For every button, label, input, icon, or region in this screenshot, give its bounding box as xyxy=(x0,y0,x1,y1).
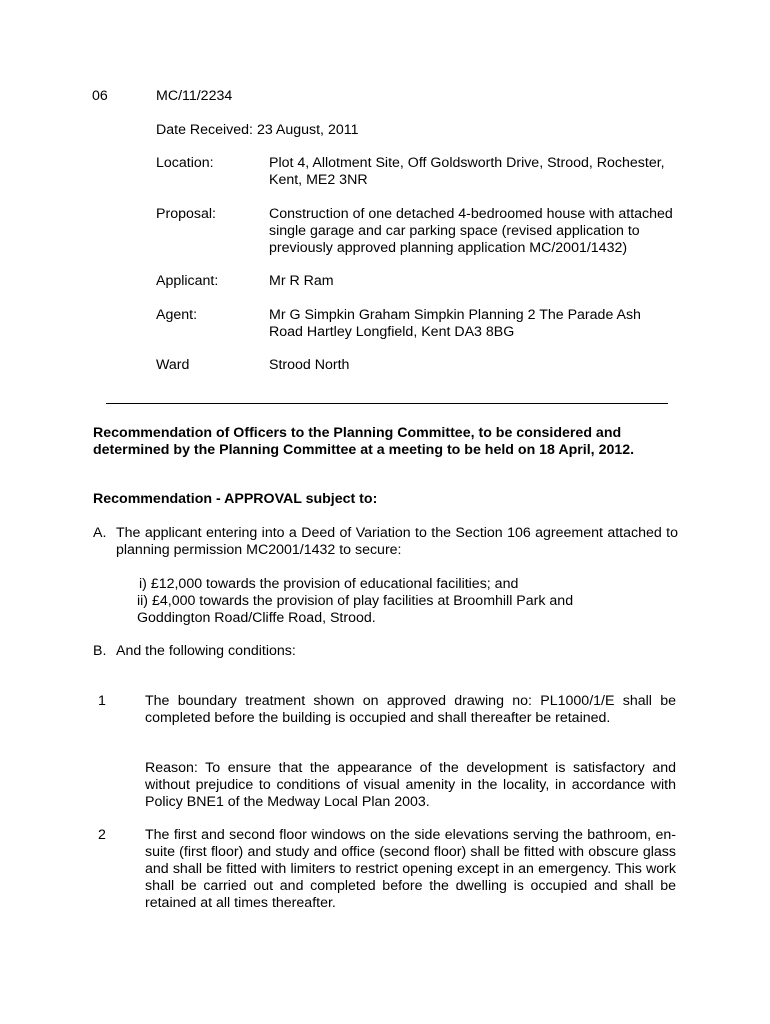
condition-2-number: 2 xyxy=(98,827,106,843)
item-b-text: And the following conditions: xyxy=(116,643,296,659)
item-a-text: The applicant entering into a Deed of Variation to the Section 106 agreement attached to planning permission MC2001/1432 to secure: xyxy=(116,525,678,558)
location-line-2: Kent, ME2 3NR xyxy=(269,172,368,188)
proposal-line-3: previously approved planning application MC/2001/1432) xyxy=(269,240,628,256)
section-divider xyxy=(106,403,668,404)
proposal-line-1: Construction of one detached 4-bedroomed house with attached xyxy=(269,206,673,222)
applicant-value: Mr R Ram xyxy=(269,273,334,289)
location-label: Location: xyxy=(156,155,214,171)
date-received-label: Date Received: xyxy=(156,122,253,138)
subitem-ii: ii) £4,000 towards the provision of play facilities at Broomhill Park and xyxy=(137,593,574,609)
location-line-1: Plot 4, Allotment Site, Off Goldsworth Drive, Strood, Rochester, xyxy=(269,155,665,171)
agent-label: Agent: xyxy=(156,307,198,323)
ward-value: Strood North xyxy=(269,357,350,373)
item-a-letter: A. xyxy=(93,525,107,541)
date-received-value: 23 August, 2011 xyxy=(256,122,359,138)
condition-1-number: 1 xyxy=(98,693,106,709)
item-b-letter: B. xyxy=(93,643,107,659)
proposal-line-2: single garage and car parking space (revised application to xyxy=(269,223,640,239)
recommendation-line: Recommendation - APPROVAL subject to: xyxy=(93,491,378,507)
condition-2-text: The first and second floor windows on the side elevations serving the bathroom, en-suite (first floor) and study and office (second floor) shall be fitted with obscure glass and shall be fitted with limiters to restrict opening except in an emergency. This work shall be carried out and completed before the dwelling is occupied and shall be retained at all times thereafter. xyxy=(145,827,676,911)
recommendation-heading: Recommendation of Officers to the Planning Committee, to be considered and determined by the Planning Committee at a meeting to be held on 18 April, 2012. xyxy=(93,425,635,458)
agent-line-1: Mr G Simpkin Graham Simpkin Planning 2 The Parade Ash xyxy=(269,307,641,323)
applicant-label: Applicant: xyxy=(156,273,219,289)
agent-line-2: Road Hartley Longfield, Kent DA3 8BG xyxy=(269,324,515,340)
date-received xyxy=(156,122,358,139)
application-reference: MC/11/2234 xyxy=(156,88,233,104)
condition-1-text: The boundary treatment shown on approved drawing no: PL1000/1/E shall be completed before the building is occupied and shall thereafter be retained. xyxy=(145,693,676,726)
ward-label: Ward xyxy=(156,357,190,373)
item-number: 06 xyxy=(92,88,108,104)
proposal-label: Proposal: xyxy=(156,206,216,222)
subitem-ii-continued: Goddington Road/Cliffe Road, Strood. xyxy=(137,610,376,626)
condition-1-reason: Reason: To ensure that the appearance of the development is satisfactory and without prejudice to conditions of visual amenity in the locality, in accordance with Policy BNE1 of the Medway Local Plan 2003. xyxy=(145,760,676,810)
subitem-i: i) £12,000 towards the provision of educational facilities; and xyxy=(139,576,519,592)
